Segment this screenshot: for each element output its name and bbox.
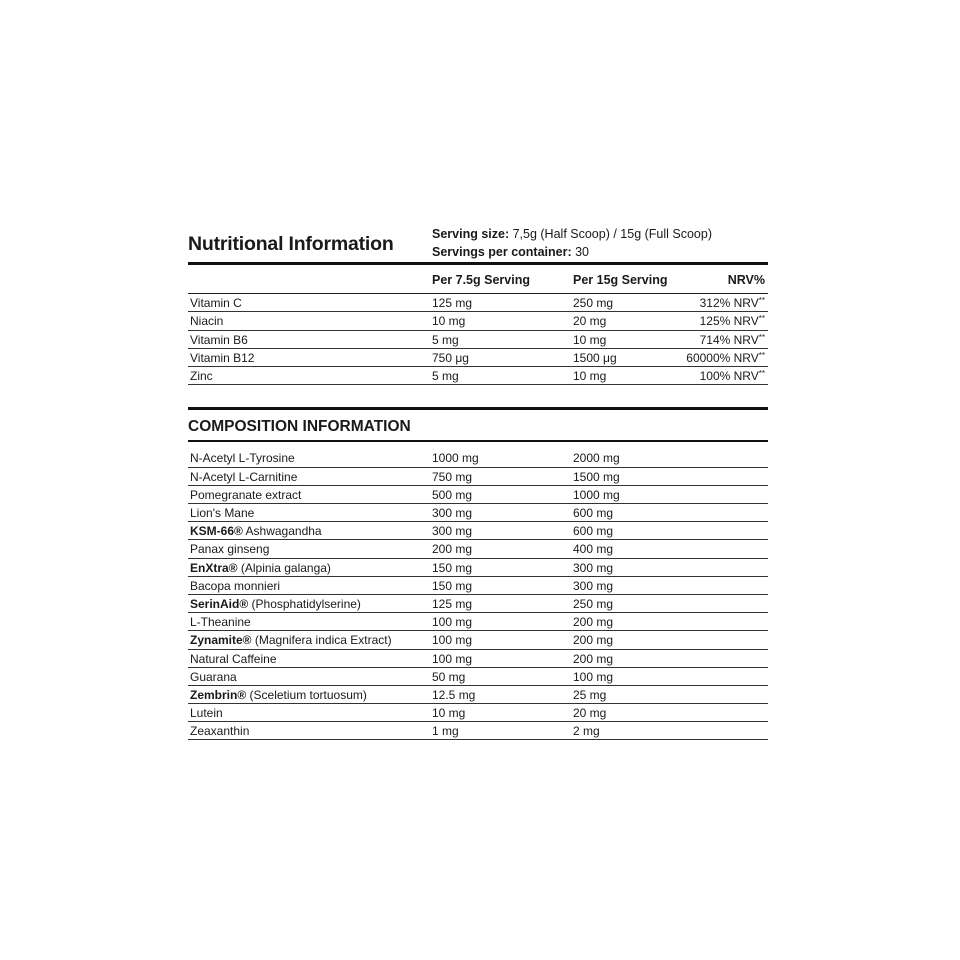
ingredient-full-value: 2000 mg: [573, 451, 620, 466]
ingredient-half-value: 150 mg: [432, 578, 473, 593]
ingredient-half-value: 750 mg: [432, 469, 473, 484]
ingredient-half-value: 50 mg: [432, 669, 466, 684]
nutrient-half-value: 10 mg: [432, 314, 466, 329]
ingredient-name-cell: [190, 561, 331, 575]
serving-info: [432, 225, 712, 261]
table-row: [188, 559, 768, 577]
serving-size: Serving size: 7,5g (Half Scoop) / 15g (Full Scoop): [432, 227, 712, 241]
nutrient-full-value: 10 mg: [573, 369, 607, 384]
table-row: [188, 704, 768, 722]
nutrient-name: Vitamin B6: [190, 332, 248, 347]
column-header-half: Per 7.5g Serving: [432, 273, 530, 287]
nutrient-half-value: 125 mg: [432, 296, 473, 310]
ingredient-name-cell: [190, 579, 280, 593]
nutrient-name: Vitamin B12: [190, 350, 255, 365]
table-row: [188, 631, 768, 649]
table-row: [188, 577, 768, 595]
nutrition-header: [188, 224, 768, 262]
ingredient-brand: Zembrin®: [190, 687, 247, 702]
ingredient-name: L-Theanine: [190, 615, 251, 630]
ingredient-full-value: 400 mg: [573, 542, 614, 557]
ingredient-full-value: 200 mg: [573, 651, 614, 666]
nutrition-table-body: [188, 294, 768, 385]
ingredient-full-value: 300 mg: [573, 560, 614, 575]
table-row: [188, 294, 768, 312]
ingredient-full-value: 2 mg: [573, 724, 600, 739]
ingredient-name-cell: [190, 451, 295, 465]
table-row: [188, 504, 768, 522]
nutrient-nrv: 60000% NRV**: [686, 350, 765, 365]
ingredient-name-cell: [190, 724, 249, 738]
ingredient-full-value: 200 mg: [573, 633, 614, 648]
ingredient-name-cell: [190, 652, 277, 666]
ingredient-half-value: 300 mg: [432, 524, 473, 539]
ingredient-name-cell: [190, 506, 254, 520]
table-row: [188, 595, 768, 613]
ingredient-name: Lion's Mane: [190, 506, 255, 521]
composition-title-row: [188, 410, 768, 440]
table-row: [188, 650, 768, 668]
ingredient-full-value: 250 mg: [573, 596, 614, 611]
ingredient-half-value: 300 mg: [432, 506, 473, 521]
nutrient-nrv: 100% NRV**: [699, 369, 765, 384]
ingredient-name: Ashwagandha: [242, 524, 322, 539]
ingredient-name: Guarana: [190, 669, 237, 684]
ingredient-name: Pomegranate extract: [190, 487, 302, 502]
ingredient-name: Bacopa monnieri: [190, 578, 281, 593]
nutrient-nrv: 714% NRV**: [699, 332, 765, 347]
table-row: [188, 686, 768, 704]
ingredient-name-cell: [190, 488, 301, 502]
nutrient-name: Niacin: [190, 314, 224, 329]
nutrient-half-value: 5 mg: [432, 332, 459, 347]
nutrient-full-value: 250 mg: [573, 296, 614, 310]
ingredient-full-value: 25 mg: [573, 687, 607, 702]
ingredient-brand: SerinAid®: [190, 596, 249, 611]
ingredient-brand: Zynamite®: [190, 633, 252, 648]
ingredient-full-value: 600 mg: [573, 524, 614, 539]
ingredient-name-cell: [190, 542, 269, 556]
composition-title: COMPOSITION INFORMATION: [188, 418, 411, 436]
table-row: [188, 468, 768, 486]
ingredient-half-value: 12.5 mg: [432, 687, 476, 702]
table-row: [188, 367, 768, 385]
ingredient-full-value: 1500 mg: [573, 469, 620, 484]
nutrient-full-value: 20 mg: [573, 314, 607, 329]
ingredient-name-cell: [190, 597, 361, 611]
ingredient-name: (Alpinia galanga): [237, 560, 331, 575]
ingredient-half-value: 1000 mg: [432, 451, 479, 466]
nutrition-panel: [188, 224, 768, 740]
table-row: [188, 540, 768, 558]
ingredient-name: Zeaxanthin: [190, 724, 250, 739]
table-row: [188, 312, 768, 330]
nutrient-nrv: 125% NRV**: [699, 314, 765, 329]
table-row: [188, 522, 768, 540]
ingredient-name-cell: [190, 524, 322, 538]
ingredient-full-value: 1000 mg: [573, 487, 620, 502]
ingredient-name: Natural Caffeine: [190, 651, 277, 666]
ingredient-name-cell: [190, 633, 392, 647]
ingredient-name-cell: [190, 470, 297, 484]
servings-per-container: Servings per container: 30: [432, 245, 590, 259]
nutrient-name: Vitamin C: [190, 296, 242, 310]
ingredient-name-cell: [190, 615, 251, 629]
column-header-full: Per 15g Serving: [573, 273, 668, 287]
table-row: [188, 486, 768, 504]
ingredient-half-value: 100 mg: [432, 651, 473, 666]
column-header-nrv: NRV%: [727, 273, 765, 287]
ingredient-name: (Sceletium tortuosum): [246, 687, 367, 702]
ingredient-name: Lutein: [190, 706, 223, 721]
ingredient-name: Panax ginseng: [190, 542, 270, 557]
ingredient-half-value: 200 mg: [432, 542, 473, 557]
ingredient-full-value: 300 mg: [573, 578, 614, 593]
nutrient-full-value: 1500 μg: [573, 350, 617, 365]
nutrient-full-value: 10 mg: [573, 332, 607, 347]
ingredient-full-value: 100 mg: [573, 669, 614, 684]
ingredient-brand: KSM-66®: [190, 524, 243, 539]
nutrient-nrv: 312% NRV**: [699, 296, 765, 310]
ingredient-half-value: 150 mg: [432, 560, 473, 575]
table-row: [188, 668, 768, 686]
ingredient-half-value: 100 mg: [432, 633, 473, 648]
nutrient-name: Zinc: [190, 369, 213, 384]
ingredient-name-cell: [190, 670, 237, 684]
ingredient-half-value: 125 mg: [432, 596, 473, 611]
ingredient-name: N-Acetyl L-Carnitine: [190, 469, 298, 484]
table-row: [188, 722, 768, 740]
nutrition-column-headers: [188, 265, 768, 294]
ingredient-half-value: 10 mg: [432, 706, 466, 721]
nutrient-half-value: 750 μg: [432, 350, 469, 365]
ingredient-half-value: 1 mg: [432, 724, 459, 739]
ingredient-name-cell: [190, 688, 367, 702]
composition-table-body: [188, 449, 768, 740]
ingredient-half-value: 100 mg: [432, 615, 473, 630]
ingredient-name-cell: [190, 706, 223, 720]
ingredient-name: (Phosphatidylserine): [248, 596, 361, 611]
ingredient-full-value: 20 mg: [573, 706, 607, 721]
ingredient-brand: EnXtra®: [190, 560, 238, 575]
ingredient-name: (Magnifera indica Extract): [251, 633, 392, 648]
nutrient-half-value: 5 mg: [432, 369, 459, 384]
ingredient-full-value: 600 mg: [573, 506, 614, 521]
ingredient-name: N-Acetyl L-Tyrosine: [190, 451, 295, 466]
ingredient-half-value: 500 mg: [432, 487, 473, 502]
ingredient-full-value: 200 mg: [573, 615, 614, 630]
table-row: [188, 349, 768, 367]
table-row: [188, 331, 768, 349]
table-row: [188, 449, 768, 467]
table-row: [188, 613, 768, 631]
nutrition-title: Nutritional Information: [188, 233, 394, 255]
